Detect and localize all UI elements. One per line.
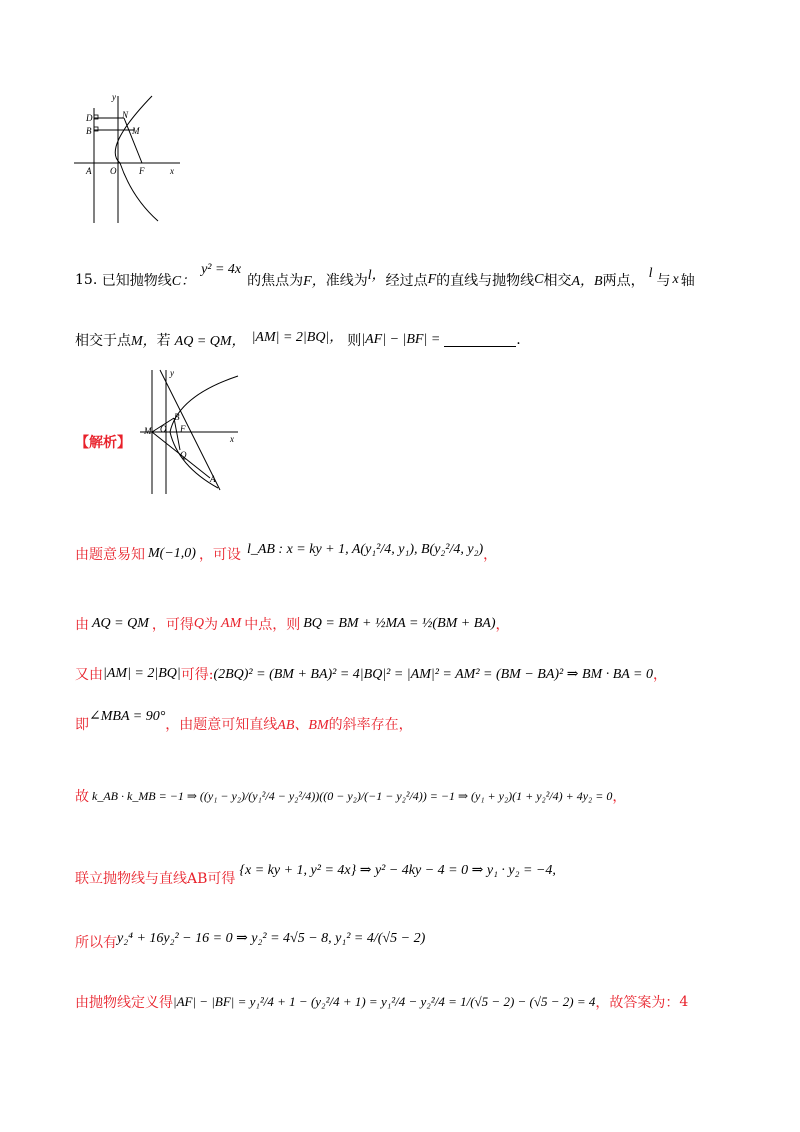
figure-1-diagram [72, 88, 182, 228]
point-label-M: M [132, 126, 140, 136]
parabola-equation: y² = 4x [201, 262, 242, 277]
solution-header: 【解析】 [75, 435, 131, 451]
condition-magnitude-eq: |AM| = 2|BQ|， [251, 330, 344, 345]
answer-blank [444, 334, 516, 347]
solution-step-3: 又由 |AM| = 2|BQ| 可得: (2BQ)² = (BM + BA)² = 4|BQ|² = |AM|² = AM² = (BM − BA)² ⇒ BM · BA = 0 ， [75, 666, 667, 683]
point-label-A: A [86, 166, 92, 176]
axis-label-x: x [230, 434, 234, 444]
axis-label-y: y [112, 92, 116, 102]
solution-step-6: 联立抛物线与直线AB可得 {x = ky + 1, y² = 4x} ⇒ y² − 4ky − 4 = 0 ⇒ y₁ · y₂ = −4, [75, 862, 556, 887]
point-label-Q: Q [180, 450, 187, 460]
axis-label-x: x [170, 166, 174, 176]
solution-step-1: 由题意易知 M(−1,0) ，可设 l_AB : x = ky + 1, A(y₁²/4, y₁), B(y₂²/4, y₂) ， [75, 542, 498, 563]
point-label-N: N [122, 110, 129, 120]
solution-step-7: 所以有 y₂⁴ + 16y₂² − 16 = 0 ⇒ y₂² = 4√5 − 8, y₁² = 4/(√5 − 2) [75, 930, 426, 951]
point-label-F: F [180, 424, 186, 434]
final-answer: 4 [679, 994, 689, 1010]
condition-vector-eq: AQ = QM， [174, 334, 246, 349]
question-line-1: 15. 已知抛物线 C： y² = 4x 的焦点为 F， 准线为 l， 经过点 F 的直线与抛物线 C 相交 A，B 两点， l 与 x 轴 [75, 262, 695, 289]
question-number: 15. [75, 272, 98, 288]
slope-product-equation: k_AB · k_MB = −1 ⇒ ((y₁ − y₂)/(y₁²/4 − y₂²/4))((0 − y₂)/(−1 − y₂²/4)) = −1 ⇒ (y₁ + y₂)(1 + y₂²/4) + 4y₂ = 0 [92, 788, 613, 803]
point-label-O: O [160, 424, 167, 434]
line-ab-parametrization: l_AB : x = ky + 1, A(y₁²/4, y₁), B(y₂²/4, y₂) [246, 542, 484, 557]
point-label-B: B [174, 412, 180, 422]
question-ask: |AF| − |BF| = [361, 332, 441, 347]
perpendicular-derivation: (2BQ)² = (BM + BA)² = 4|BQ|² = |AM|² = AM² = (BM − BA)² ⇒ BM · BA = 0 [213, 666, 653, 682]
axis-label-y: y [170, 368, 174, 378]
point-label-B: B [86, 126, 92, 136]
bq-vector-relation: BQ = BM + ½MA = ½(BM + BA) [303, 616, 496, 631]
final-computation: |AF| − |BF| = y₁²/4 + 1 − (y₂²/4 + 1) = y₁²/4 − y₂²/4 = 1/(√5 − 2) − (√5 − 2) = 4 [173, 994, 596, 1009]
point-label-O: O [110, 166, 117, 176]
solution-step-2: 由 AQ = QM ，可得 Q 为 AM 中点，则 BQ = BM + ½MA = ½(BM + BA) ， [75, 616, 510, 633]
point-label-M: M [144, 426, 152, 436]
point-label-A: A [210, 474, 216, 484]
point-label-F: F [139, 166, 145, 176]
figure-2-diagram [138, 366, 244, 496]
solution-step-8: 由抛物线定义得 |AF| − |BF| = y₁²/4 + 1 − (y₂²/4 + 1) = y₁²/4 − y₂²/4 = 1/(√5 − 2) − (√5 − 2) = 4 ，故答案为： 4 [75, 994, 689, 1011]
system-equation: {x = ky + 1, y² = 4x} ⇒ y² − 4ky − 4 = 0 ⇒ y₁ · y₂ = −4, [239, 862, 556, 878]
quartic-solution: y₂⁴ + 16y₂² − 16 = 0 ⇒ y₂² = 4√5 − 8, y₁² = 4/(√5 − 2) [117, 930, 426, 946]
point-label-D: D [86, 113, 93, 123]
solution-step-5: 故 k_AB · k_MB = −1 ⇒ ((y₁ − y₂)/(y₁²/4 − y₂²/4))((0 − y₂)/(−1 − y₂²/4)) = −1 ⇒ (y₁ + y₂)(1 + y₂²/4) + 4y₂ = 0 ， [75, 788, 627, 805]
solution-step-4: 即 ∠MBA = 90° ，由题意可知直线 AB、BM 的斜率存在， [75, 708, 413, 733]
question-line-2: 相交于点 M， 若 AQ = QM， |AM| = 2|BQ|， 则 |AF| − |BF| = . [75, 330, 521, 350]
